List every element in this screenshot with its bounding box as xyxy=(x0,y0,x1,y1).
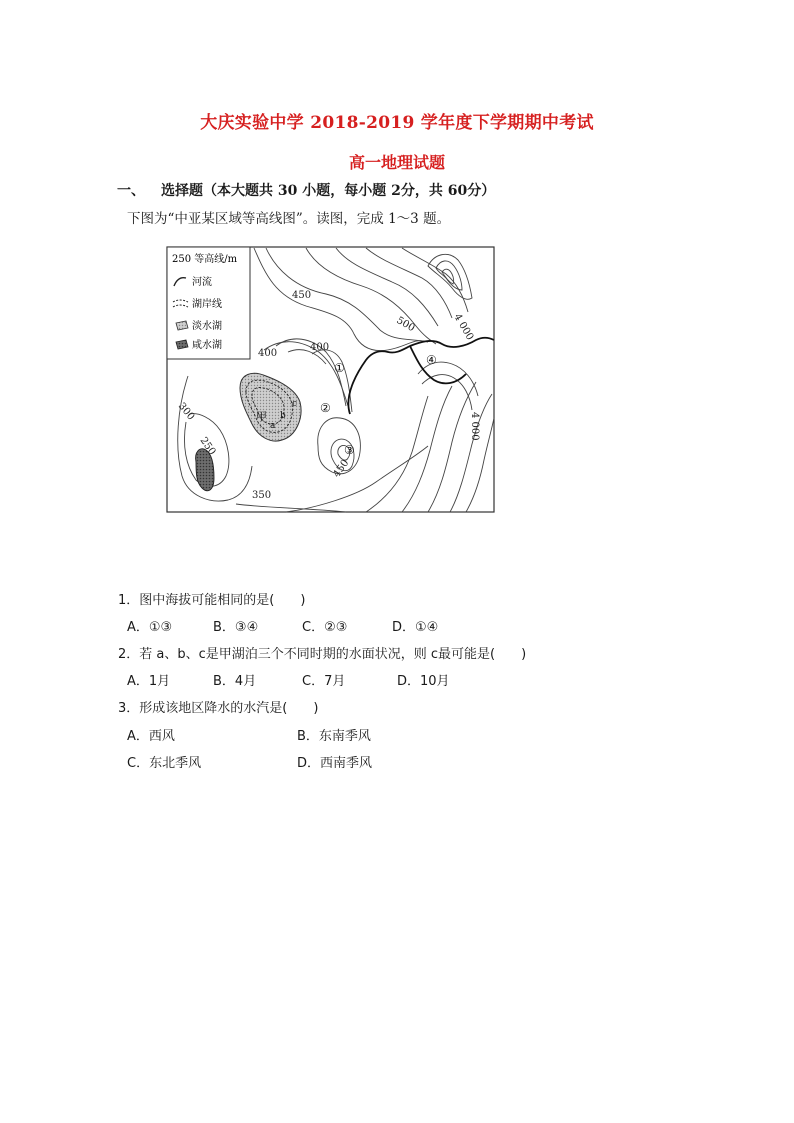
contour-label-400-mid: 400 xyxy=(310,342,330,353)
legend-shoreline: 湖岸线 xyxy=(192,299,222,310)
section-number: 一、 xyxy=(117,183,145,199)
question-2-option-d[interactable]: D．10月 xyxy=(397,674,450,689)
question-1-option-c[interactable]: C．②③ xyxy=(302,620,348,635)
question-2-stem: 2．若 a、b、c是甲湖泊三个不同时期的水面状况，则 c最可能是( ) xyxy=(118,647,527,662)
page-title: 大庆实验中学 2018-2019 学年度下学期期中考试 xyxy=(200,113,594,133)
shoreline-c-label: c xyxy=(292,399,298,409)
legend-contour: 250 等高线/m xyxy=(172,254,238,265)
legend-freshwater-icon xyxy=(176,321,188,330)
section-title: 选择题（本大题共 30 小题，每小题 2分，共 60分） xyxy=(161,183,496,199)
question-2-option-c[interactable]: C．7月 xyxy=(302,674,346,689)
contour-label-500: 500 xyxy=(394,315,417,335)
legend-freshwater: 淡水湖 xyxy=(192,321,222,332)
contour-label-400-left: 400 xyxy=(258,348,278,359)
intro-text: 下图为“中亚某区域等高线图”。读图，完成 1～3 题。 xyxy=(127,211,451,227)
question-2-option-b[interactable]: B．4月 xyxy=(213,674,257,689)
contour-label-250: 250 xyxy=(197,435,218,458)
marker-4: ④ xyxy=(426,353,437,367)
question-3-option-a[interactable]: A．西风 xyxy=(127,729,175,744)
question-2-option-a[interactable]: A．1月 xyxy=(127,674,171,689)
marker-3: ③ xyxy=(344,443,355,457)
lake-jia-label: 甲 xyxy=(256,410,267,423)
question-3-stem: 3．形成该地区降水的水汽是( ) xyxy=(118,701,319,716)
legend-river: 河流 xyxy=(192,277,212,288)
marker-2: ② xyxy=(320,401,331,415)
question-3-option-b[interactable]: B．东南季风 xyxy=(297,729,371,744)
question-1-stem: 1．图中海拔可能相同的是( ) xyxy=(118,593,306,608)
contour-label-300: 300 xyxy=(175,400,197,423)
question-1-option-d[interactable]: D．①④ xyxy=(392,620,439,635)
page-subtitle: 高一地理试题 xyxy=(348,153,445,172)
question-3-option-d[interactable]: D．西南季风 xyxy=(297,756,373,771)
legend-saltwater-icon xyxy=(176,340,188,349)
contour-label-350: 350 xyxy=(252,490,272,501)
contour-map xyxy=(166,246,496,514)
contour-label-450-top: 450 xyxy=(292,290,312,301)
contour-label-4000-right: 4 000 xyxy=(469,412,480,441)
section-heading xyxy=(117,180,495,200)
contour-label-4000-top: 4 000 xyxy=(451,312,476,343)
shoreline-a-label: a xyxy=(270,421,276,431)
shoreline-b-label: b xyxy=(280,411,286,421)
question-3-option-c[interactable]: C．东北季风 xyxy=(127,756,202,771)
contour-label-450-bottom: 450 xyxy=(331,457,352,480)
legend-saltwater: 咸水湖 xyxy=(192,340,222,351)
question-1-option-b[interactable]: B．③④ xyxy=(213,620,259,635)
question-1-option-a[interactable]: A．①③ xyxy=(127,620,173,635)
map-legend xyxy=(167,247,250,359)
marker-1: ① xyxy=(334,361,345,375)
